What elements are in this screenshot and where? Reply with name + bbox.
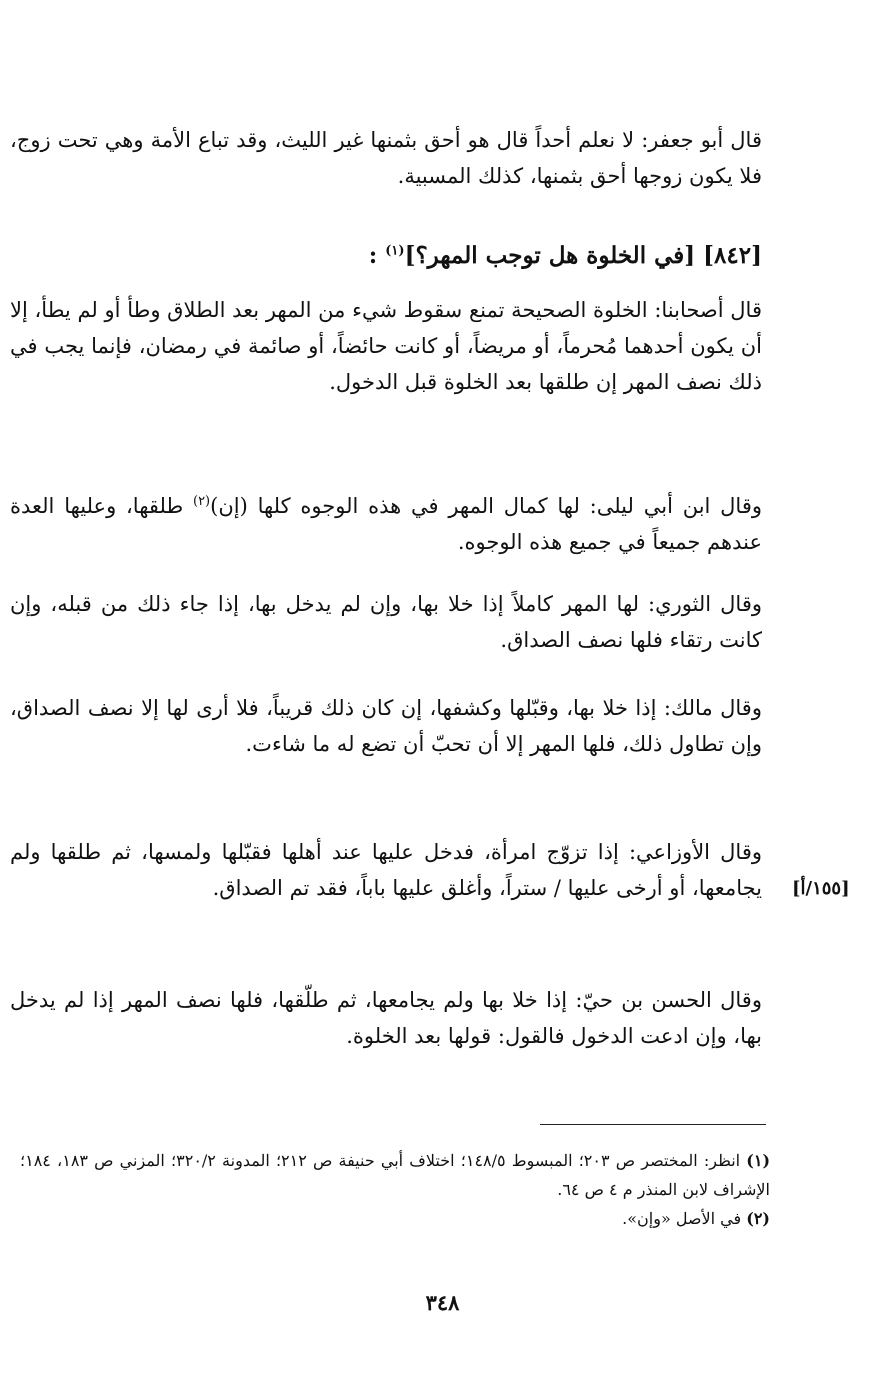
paragraph-text: وقال الثوري: لها المهر كاملاً إذا خلا بها، وإن لم يدخل بها، إذا جاء ذلك من قبله، وإن كانت رتقاء فلها نصف الصداق. xyxy=(10,592,762,652)
heading-colon: : xyxy=(368,242,378,269)
footnote-number: (٢) xyxy=(746,1209,770,1228)
paragraph-ibn-abi-layla xyxy=(10,488,762,560)
footnote-divider xyxy=(540,1124,766,1125)
paragraph-hasan xyxy=(10,982,762,1054)
footnote-1 xyxy=(20,1146,770,1204)
paragraph-text: وقال مالك: إذا خلا بها، وقبّلها وكشفها، إن كان ذلك قريباً، فلا أرى لها إلا نصف الصداق، وإن تطاول ذلك، فلها المهر إلا أن تحبّ أن تضع له ما شاءت. xyxy=(10,696,762,756)
footnote-number: (١) xyxy=(746,1151,771,1170)
heading-title: [في الخلوة هل توجب المهر؟] xyxy=(404,242,696,269)
heading-number: [٨٤٢] xyxy=(703,242,762,269)
manuscript-folio-ref: [١٥٥/أ] xyxy=(792,878,850,899)
footnote-2 xyxy=(20,1204,770,1233)
page-number: ٣٤٨ xyxy=(425,1290,460,1315)
paragraph-malik xyxy=(10,690,762,762)
heading-footnote-ref: (١) xyxy=(385,243,405,259)
section-heading xyxy=(10,236,762,276)
footnote-text: انظر: المختصر ص ٢٠٣؛ المبسوط ١٤٨/٥؛ اختلاف أبي حنيفة ص ٢١٢؛ المدونة ٣٢٠/٢؛ المزني ص ١٨٣، ١٨٤؛ الإشراف لابن المنذر م ٤ ص ٦٤. xyxy=(20,1151,770,1199)
paragraph-text: وقال الأوزاعي: إذا تزوّج امرأة، فدخل عليها عند أهلها فقبّلها ولمسها، ثم طلقها ولم يجامعها، أو أرخى عليها / ستراً، وأغلق عليها باباً، فقد تم الصداق. xyxy=(10,840,762,900)
footnote-ref-2: (٢) xyxy=(192,494,211,509)
paragraph-text: وقال ابن أبي ليلى: لها كمال المهر في هذه الوجوه كلها (إن) xyxy=(210,494,763,518)
paragraph-awzai xyxy=(10,834,762,906)
paragraph-text-cont: طلقها، وعليها العدة عندهم جميعاً في جميع هذه الوجوه. xyxy=(10,494,762,554)
paragraph-text: وقال الحسن بن حيّ: إذا خلا بها ولم يجامعها، ثم طلّقها، فلها نصف المهر إذا لم يدخل بها، وإن ادعت الدخول فالقول: قولها بعد الخلوة. xyxy=(10,988,762,1048)
paragraph-abu-jafar xyxy=(10,122,762,194)
footnotes xyxy=(20,1146,770,1233)
paragraph-ashabuna xyxy=(10,292,762,400)
paragraph-thawri xyxy=(10,586,762,658)
paragraph-text: قال أبو جعفر: لا نعلم أحداً قال هو أحق بثمنها غير الليث، وقد تباع الأمة وهي تحت زوج، فلا يكون زوجها أحق بثمنها، كذلك المسبية. xyxy=(10,128,762,188)
footnote-text: في الأصل «وإن». xyxy=(622,1209,742,1228)
paragraph-text: قال أصحابنا: الخلوة الصحيحة تمنع سقوط شيء من المهر بعد الطلاق وطأ أو لم يطأ، إلا أن يكون أحدهما مُحرماً، أو مريضاً، أو كانت حائضاً، أو صائمة في رمضان، فإنما يجب في ذلك نصف المهر إن طلقها بعد الخلوة قبل الدخول. xyxy=(10,298,762,394)
